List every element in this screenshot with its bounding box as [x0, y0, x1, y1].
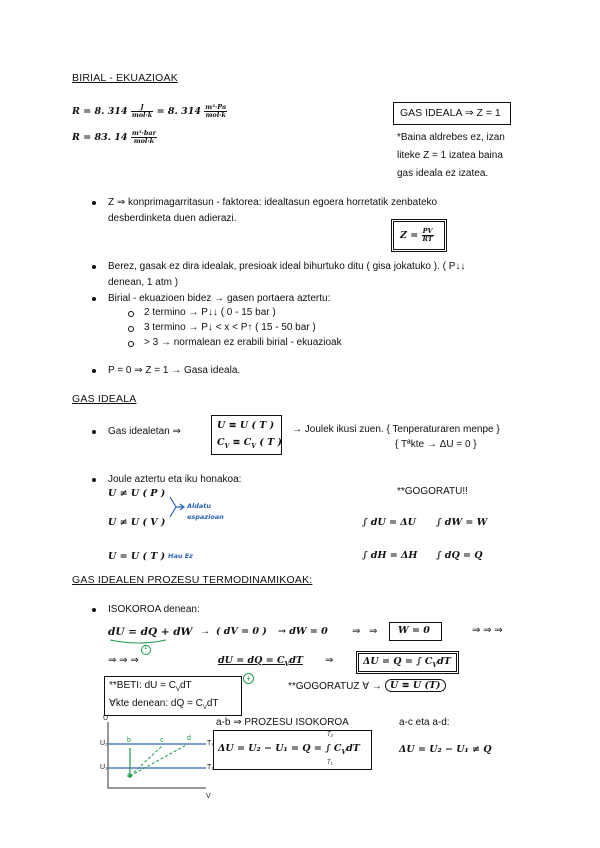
integral-dw: ∫ dW = W: [436, 517, 488, 528]
sub-item-3-termino: 3 termino → P↓ < x < P↑ ( 15 - 50 bar ): [144, 322, 316, 333]
axis-label-v: V: [206, 793, 211, 800]
note-line-1: *Baina aldrebes ez, izan: [397, 132, 505, 143]
bullet-dot: [92, 430, 96, 434]
gases-not-ideal-line-1: Berez, gasak ez dira idealak, presioak ideal bihurtuko ditu ( gisa jokatuko ). ( P↓↓: [108, 261, 466, 272]
isokoroa-heading: ISOKOROA denean:: [108, 604, 200, 615]
beti-line-1: **BETI: dU = $C_VdT$: [109, 680, 192, 693]
sub-bullet: [128, 326, 134, 332]
joule-result-heading: Joule aztertu eta iku honakoa:: [108, 474, 242, 485]
z-definition-line-2: desberdinketa duen adierazi.: [108, 213, 237, 224]
bullet-dot: [92, 369, 96, 373]
point-a: a: [127, 772, 131, 779]
integral-lower-limit: T₁: [327, 760, 333, 766]
du-dq-cvdt: dU = dQ = $C_VdT$: [218, 655, 303, 668]
bullet-dot: [92, 478, 96, 482]
gogoratuz-eq: U ≡ U (T): [385, 679, 446, 692]
handwritten-hau-ez: Hau Ez: [168, 552, 193, 560]
bullet-dot: [92, 201, 96, 205]
gases-not-ideal-line-2: denean, 1 atm ): [108, 277, 179, 288]
integral-upper-limit: T₂: [327, 732, 333, 738]
bracket-arrow-icon: [168, 495, 188, 525]
gas-idealetan-label: Gas idealetan ⇒: [108, 426, 181, 437]
note-line-2: liteke Z = 1 izatea baina: [397, 150, 503, 161]
r1-unit-fraction: $\frac{J}{\text{mol·k}}$: [131, 103, 153, 119]
point-b: b: [127, 737, 131, 744]
implies: ⇒: [352, 626, 361, 637]
arrow: →: [200, 626, 210, 637]
internal-energy-box: [211, 415, 282, 455]
sub-bullet: [128, 311, 134, 317]
w-zero-box: [389, 622, 442, 641]
beti-line-2: ∀kte denean: dQ = $C_VdT$: [109, 698, 219, 711]
bullet-dot: [92, 297, 96, 301]
sub-item-2-termino: 2 termino → P↓↓ ( 0 - 15 bar ): [144, 307, 276, 318]
integral-dh: ∫ dH = ΔH: [362, 550, 418, 561]
gas-ideala-box: [393, 102, 511, 125]
r1-value: R = 8. 314: [72, 106, 128, 117]
label-t1: T₁: [207, 764, 214, 771]
r-value-line-1: [72, 104, 227, 119]
label-u1: U₁: [100, 764, 108, 771]
delta-u-result: ΔU = Q = ∫ $C_VdT$: [363, 656, 451, 669]
r2-unit-fraction: $\frac{\text{m³·bar}}{\text{mol·k}}$: [131, 129, 157, 145]
label-u2: U₂: [100, 740, 108, 747]
bullet-dot: [92, 608, 96, 612]
implies-chain: ⇒ ⇒ ⇒: [472, 625, 503, 636]
ab-title: a-b ⇒ PROZESU ISOKOROA: [216, 717, 349, 728]
u-of-t: U ≡ U ( T ): [217, 420, 275, 431]
ac-equation: ΔU = U₂ − U₁ ≠ Q: [399, 744, 492, 755]
birial-method-line: Birial - ekuazioen bidez → gasen portaera aztertu:: [108, 293, 331, 304]
w-zero-text: W = 0: [398, 625, 430, 636]
section-title-prozesuak: GAS IDEALEN PROZESU TERMODINAMIKOAK:: [72, 574, 313, 586]
ab-equation: ΔU = U₂ − U₁ = Q = ∫ $C_VdT$: [218, 743, 360, 756]
z-definition-line-1: Z ⇒ konprimagarritasun - faktorea: idealtasun egoera horretatik zenbateko: [108, 197, 438, 208]
z-formula-box: [391, 219, 447, 252]
point-d: d: [187, 735, 191, 742]
handwritten-espazioan: espazioan: [187, 513, 224, 521]
implies: ⇒: [369, 626, 378, 637]
r1b-unit-fraction: $\frac{\text{m³·Pa}}{\text{mol·k}}$: [205, 103, 227, 119]
gogoratu-note: **GOGORATU!!: [397, 486, 468, 497]
section-title-gas-ideala: GAS IDEALA: [72, 393, 137, 405]
circled-plus: +: [243, 673, 254, 684]
bullet-dot: [92, 265, 96, 269]
ab-equation-box: [213, 730, 372, 770]
sub-bullet: [128, 341, 134, 347]
circled-one: 1: [144, 645, 148, 651]
gogoratuz-label: **GOGORATUZ ∀ →: [288, 681, 382, 692]
axis-label-u: U: [103, 715, 109, 722]
integral-du: ∫ dU = ΔU: [362, 517, 416, 528]
first-law-eq: dU = dQ + dW: [108, 626, 193, 638]
sub-item-more-3: > 3 → normalean ez erabili birial - ekuazioak: [144, 337, 342, 348]
p-zero-line: P = 0 ⇒ Z = 1 → Gasa ideala.: [108, 365, 241, 376]
u-not-v: U ≠ U ( V ): [108, 517, 166, 528]
section-title-birial: BIRIAL - EKUAZIOAK: [72, 72, 178, 84]
cv-of-t: $C_V \equiv C_V$ ( T ): [217, 437, 282, 450]
implies-chain: ⇒ ⇒ ⇒: [108, 655, 139, 666]
r-value-line-2: [72, 130, 157, 145]
r2-value: R = 83. 14: [72, 132, 128, 143]
dv-zero: ( dV = 0 ): [216, 626, 267, 637]
u-of-t-equal: U = U ( T ): [108, 551, 166, 562]
integral-dq: ∫ dQ = Q: [436, 550, 483, 561]
gas-ideala-text: GAS IDEALA ⇒ Z = 1: [400, 107, 501, 119]
point-c: c: [160, 737, 164, 744]
note-line-3: gas ideala ez izatea.: [397, 168, 489, 179]
z-formula: Z = $\frac{PV}{RT}$: [400, 227, 433, 243]
u-not-p: U ≠ U ( P ): [108, 488, 166, 499]
ac-title: a-c eta a-d:: [399, 717, 450, 728]
u-v-diagram: [96, 716, 220, 806]
delta-u-result-box: [356, 651, 459, 674]
handwritten-aldatu: Aldatu: [187, 502, 212, 510]
beti-box: [104, 676, 242, 716]
joule-observation-2: { Tªkte → ΔU = 0 }: [395, 439, 477, 450]
r1-value-b: = 8. 314: [156, 106, 201, 117]
label-t2: T₂: [207, 740, 214, 747]
joule-observation: → Joulek ikusi zuen. { Tenperaturaren menpe }: [292, 424, 500, 435]
implies: ⇒: [325, 655, 334, 666]
dw-zero: → dW = 0: [278, 626, 328, 637]
